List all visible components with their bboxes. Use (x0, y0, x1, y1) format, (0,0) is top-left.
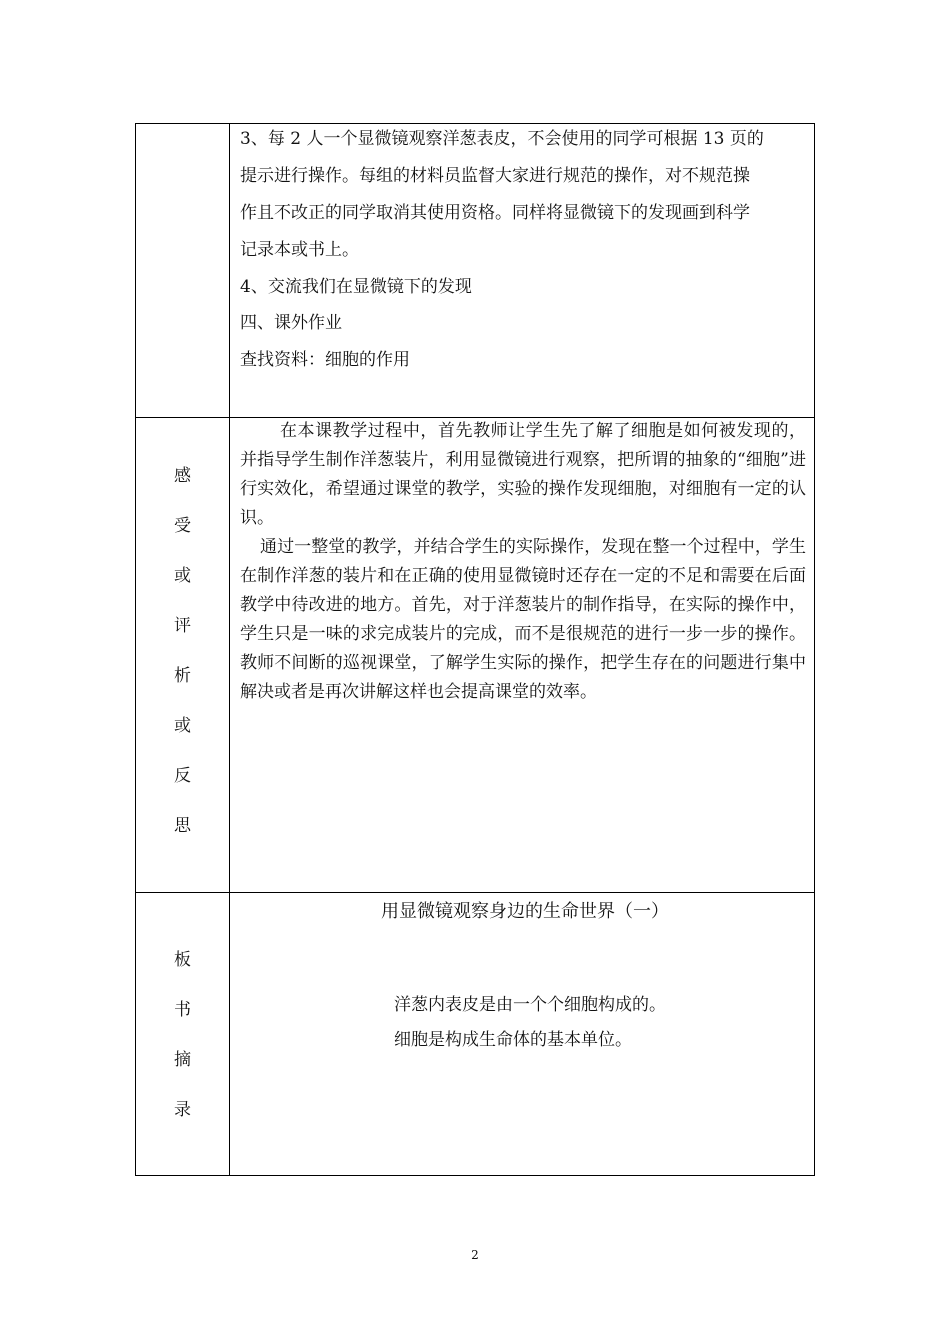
label-char: 或 (174, 566, 191, 586)
step3-line: 提示进行操作。每组的材料员监督大家进行规范的操作，对不规范操 (240, 166, 750, 186)
step3-line: 记录本或书上。 (240, 240, 359, 260)
label-char: 摘 (174, 1050, 191, 1070)
board-line: 细胞是构成生命体的基本单位。 (394, 1030, 632, 1050)
reflection-label (136, 417, 229, 892)
label-char: 或 (174, 716, 191, 736)
label-char: 反 (174, 766, 191, 786)
column-divider (229, 124, 230, 1175)
label-char: 板 (174, 950, 191, 970)
row-divider (136, 892, 814, 893)
homework-text: 查找资料：细胞的作用 (240, 350, 410, 370)
label-char: 评 (174, 616, 191, 636)
label-char: 录 (174, 1100, 191, 1120)
lesson-plan-table (135, 123, 815, 1176)
board-title: 用显微镜观察身边的生命世界（一） (381, 901, 669, 922)
step3-line: 作且不改正的同学取消其使用资格。同样将显微镜下的发现画到科学 (240, 203, 750, 223)
step4-text: 4、交流我们在显微镜下的发现 (240, 277, 472, 297)
label-char: 析 (174, 666, 191, 686)
label-char: 受 (174, 516, 191, 536)
label-char: 书 (174, 1000, 191, 1020)
page-number: 2 (471, 1248, 479, 1262)
section-heading: 四、课外作业 (240, 313, 342, 333)
label-char: 思 (174, 816, 191, 836)
board-notes-label (136, 892, 229, 1177)
board-line: 洋葱内表皮是由一个个细胞构成的。 (394, 995, 666, 1015)
reflection-paragraph: 通过一整堂的教学，并结合学生的实际操作，发现在整一个过程中，学生在制作洋葱的装片和在正确的使用显微镜时还存在一定的不足和需要在后面教学中待改进的地方。首先，对于洋葱装片的制作指导，在实际的操作中，学生只是一味的求完成装片的完成，而不是很规范的进行一步一步的操作。教师不间断的巡视课堂，了解学生实际的操作，把学生存在的问题进行集中解决或者是再次讲解这样也会提高课堂的效率。 (240, 537, 806, 702)
step3-line: 3、每 2 人一个显微镜观察洋葱表皮，不会使用的同学可根据 13 页的 (240, 129, 764, 149)
reflection-paragraph: 在本课教学过程中，首先教师让学生先了解了细胞是如何被发现的，并指导学生制作洋葱装片，利用显微镜进行观察，把所谓的抽象的“细胞”进行实效化，希望通过课堂的教学，实验的操作发现细胞，对细胞有一定的认识。 (240, 421, 806, 528)
label-char: 感 (174, 466, 191, 486)
